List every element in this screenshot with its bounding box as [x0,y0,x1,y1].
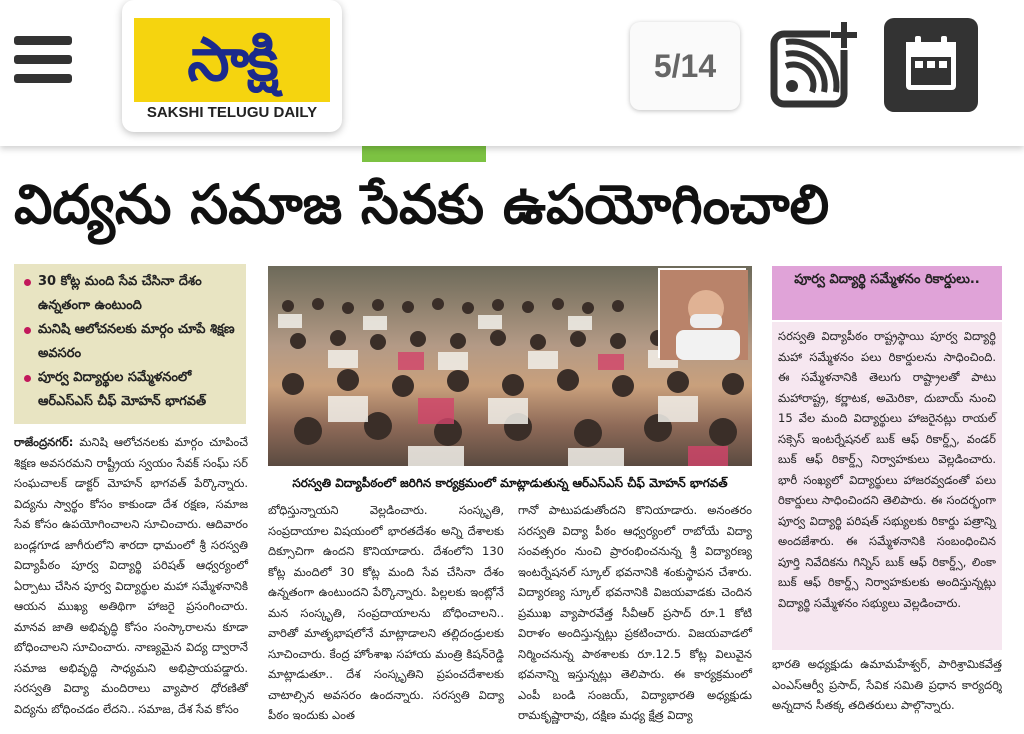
logo-tagline: SAKSHI TELUGU DAILY [146,104,318,121]
article-column-3: గానో పాటుపడుతోందని కొనియాడారు. అనంతరం సరస్వతి విద్యా పీఠం ఆధ్వర్యంలో రాబోయే విద్యా సంవత్సరం నుంచి ప్రారంభించనున్న శ్రీ విద్యారణ్య ఇంటర్నేషనల్ స్కూల్ భవనానికి శంకుస్థాపన చేశారు. విద్యారణ్య స్కూల్ భవనానికి విజయవాడకు చెందిన ప్రముఖ వ్యాపారవేత్త సీవీఆర్ ప్రసాద్ రూ.1 కోటి విరాళం అందిస్తున్నట్లు ప్రకటించారు. విజయవాడలో నిర్మించనున్న పాఠశాలకు రూ.12.5 కోట్ల విలువైన భవనాన్ని ఇస్తున్నట్లు తెలిపారు. ఈ కార్యక్రమంలో ఎంపీ బండి సంజయ్, విద్యాభారతి అధ్యక్షుడు రామకృష్ణారావు, దక్షిణ మధ్య క్షేత్ర విద్యా [518,503,752,722]
top-bar [0,0,1024,146]
highlight-item: 30 కోట్ల మంది సేవ చేసినా దేశం ఉన్నతంగా ఉంటుంది [24,270,240,318]
article-column-2: బోధిస్తున్నాయని వెల్లడించారు. సంస్కృతి, సంప్రదాయాల విషయంలో భారతదేశం అన్ని దేశాలకు దిక్సూచిగా ఉందని కొనియాడారు. దేశంలోని 130 కోట్ల మందిలో 30 కోట్ల మంది సేవ చేసినా దేశం ఉన్నతంగా ఉంటుందని పేర్కొన్నారు. పిల్లలకు ఇంట్లోనే మన సంస్కృతి, సంప్రదాయాలను బోధించాలని.. వారితో మాతృభాషలోనే మాట్లాడాలని తల్లిదండ్రులకు సూచించారు. కేంద్ర హోంశాఖ సహాయ మంత్రి కిషన్‌రెడ్డి మాట్లాడుతూ.. దేశ సంస్కృతిని ప్రపంచదేశాలకు చాటాల్సిన అవసరం ఉందన్నారు. సరస్వతి విద్యా పీఠం ఇందుకు ఎంత [268,503,504,722]
calendar-button[interactable] [884,18,978,112]
speaker-inset-photo[interactable] [658,268,746,358]
hamburger-icon[interactable] [14,36,72,84]
article-headline: విద్యను సమాజ సేవకు ఉపయోగించాలి [14,173,830,236]
page-counter[interactable]: 5/14 [630,22,740,110]
sakshi-logo[interactable] [122,0,342,132]
rss-add-icon[interactable] [770,20,858,108]
records-box-title: పూర్వ విద్యార్థి సమ్మేళనం రికార్డులు.. [772,266,1002,320]
highlight-item: మనిషి ఆలోచనలకు మార్గం చూపే శిక్షణ అవసరం [24,318,240,366]
highlight-item: పూర్వ విద్యార్థుల సమ్మేళనంలో ఆర్ఎస్ఎస్ చీఫ్ మోహన్ భాగవత్ [24,366,240,414]
logo-script-text: సాక్షి [187,25,277,95]
photo-caption: సరస్వతి విద్యాపీఠంలో జరిగిన కార్యక్రమంలో మాట్లాడుతున్న ఆర్ఎస్ఎస్ చీఫ్ మోహన్ భాగవత్ [268,470,752,496]
column-1-text: మనిషి ఆలోచనలకు మార్గం చూపించే శిక్షణ అవసరమని రాష్ట్రీయ స్వయం సేవక్ సంఘ్ సర్ సంఘచాలక్ డాక్టర్ మోహన్ భాగవత్ పేర్కొన్నారు. విద్యను స్వార్థం కోసం కాకుండా దేశ రక్షణ, సమాజ సేవ కోసం ఉపయోగించాలని సూచించారు. ఆదివారం బండ్లగూడ జాగీరులోని శారదా ధామంలో శ్రీ సరస్వతి విద్యాపీఠం పూర్వ విద్యార్థి పరిషత్ ఆధ్వర్యంలో ఏర్పాటు చేసిన పూర్వ విద్యార్థుల మహా సమ్మేళనానికి ఆయన ముఖ్య అతిథిగా హాజరై ప్రసంగించారు. మానవ జాతి అభివృద్ధి కోసం సంస్కారాలను కూడా బోధించాలని సూచించారు. నాణ్యమైన విద్య ద్వారానే సమాజ అభివృద్ధి సాధ్యమని అభిప్రాయపడ్డారు. సరస్వతి విద్యా మందిరాలు వ్యాపార ధోరణితో విద్యను బోధించడం లేదని.. సమాజ, దేశ సేవ కోసం [14,435,249,716]
highlights-box [14,264,246,424]
calendar-icon [884,18,978,112]
article-column-1 [14,432,249,716]
records-box-text: సరస్వతి విద్యాపీఠం రాష్ట్రస్థాయి పూర్వ విద్యార్థి మహా సమ్మేళనం పలు రికార్డులను సాధించింది. ఈ సమ్మేళనానికి తెలుగు రాష్ట్రాలతో పాటు మహారాష్ట్ర, కర్ణాటక, అమెరికా, దుబాయ్ నుంచి 15 వేల మంది విద్యార్థులు హాజరైనట్లు రాయల్ సక్సెస్ ఇంటర్నేషనల్ బుక్ ఆఫ్ రికార్డ్స్, వండర్ బుక్ ఆఫ్ రికార్డ్స్ నిర్వాహకులు వెల్లడించారు. భారీ సంఖ్యలో విద్యార్థులు హాజరవ్వడంతో పలు రికార్డులు సాధించిందని తెలిపారు. ఈ సందర్భంగా పూర్వ విద్యార్థి పరిషత్ సభ్యులకు రికార్డు పత్రాన్ని అందజేశారు. ఈ సమ్మేళనానికి సంబంధించిన పూర్తి నివేదికను గిన్నిస్ బుక్ ఆఫ్ రికార్డ్స్, లింకా బుక్ ఆఫ్ రికార్డ్స్ నిర్వాహకులకు అందిస్తున్నట్లు విద్యార్థి సమ్మేళనం సభ్యులు వెల్లడించారు. [772,322,1002,650]
section-tab [362,146,486,162]
article-column-4-continued: భారతి అధ్యక్షుడు ఉమామహేశ్వర్, పారిశ్రామికవేత్త ఎంఎస్ఆర్వీ ప్రసాద్, సేవిక సమితి ప్రధాన కార్యదర్శి అన్నదాన సీతక్క తదితరులు పాల్గొన్నారు. [772,657,1002,712]
dateline: రాజేంద్రనగర్: [14,435,74,449]
logo-yellow-block [134,18,330,102]
